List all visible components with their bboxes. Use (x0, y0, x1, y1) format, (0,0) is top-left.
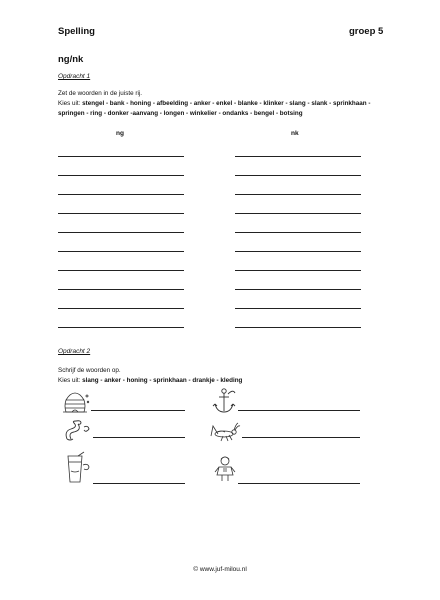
answer-line (235, 232, 361, 233)
word-list-prefix: Kies uit: (58, 100, 83, 107)
drink-icon (61, 451, 91, 485)
answer-line (58, 327, 184, 328)
clothing-icon (213, 455, 237, 483)
exercise1-word-list (58, 99, 378, 119)
answer-line (235, 251, 361, 252)
answer-line (58, 232, 184, 233)
grade-label: groep 5 (349, 26, 384, 37)
answer-line (58, 194, 184, 195)
snake-icon (62, 419, 92, 443)
answer-line (235, 327, 361, 328)
answer-line (58, 213, 184, 214)
beehive-icon (60, 390, 90, 416)
answer-line (58, 156, 184, 157)
page-title: Spelling (58, 26, 95, 37)
answer-line (235, 308, 361, 309)
word-list-words: slang - anker - honing - sprinkhaan - drankje - kleding (82, 377, 243, 384)
anchor-icon (211, 387, 237, 415)
answer-line (58, 270, 184, 271)
answer-line (58, 175, 184, 176)
answer-line (235, 270, 361, 271)
worksheet-subtitle: ng/nk (58, 54, 84, 65)
exercise2-title: Opdracht 2 (58, 348, 91, 355)
word-list-words: stengel - bank - honing - afbeelding - anker - enkel - blanke - klinker - slang - slank - sprinkhaan - springen - ring - donker -aanvang - longen - winkelier - ondanks - bengel - botsing (58, 100, 371, 117)
column-header-nk: nk (291, 130, 299, 137)
exercise1-title: Opdracht 1 (58, 73, 91, 80)
word-list-prefix: Kies uit: (58, 377, 83, 384)
exercise1-instruction: Zet de woorden in de juiste rij. (58, 90, 143, 97)
answer-line (58, 308, 184, 309)
exercise2-instruction: Schrijf de woorden op. (58, 367, 121, 374)
answer-line (235, 213, 361, 214)
column-header-ng: ng (116, 130, 124, 137)
answer-line (58, 289, 184, 290)
answer-line (235, 289, 361, 290)
answer-line (235, 175, 361, 176)
answer-line (58, 251, 184, 252)
grasshopper-icon (209, 422, 241, 444)
answer-line (235, 194, 361, 195)
footer-copyright: © www.juf-milou.nl (193, 566, 247, 573)
answer-line (235, 156, 361, 157)
exercise2-word-list (58, 376, 242, 386)
